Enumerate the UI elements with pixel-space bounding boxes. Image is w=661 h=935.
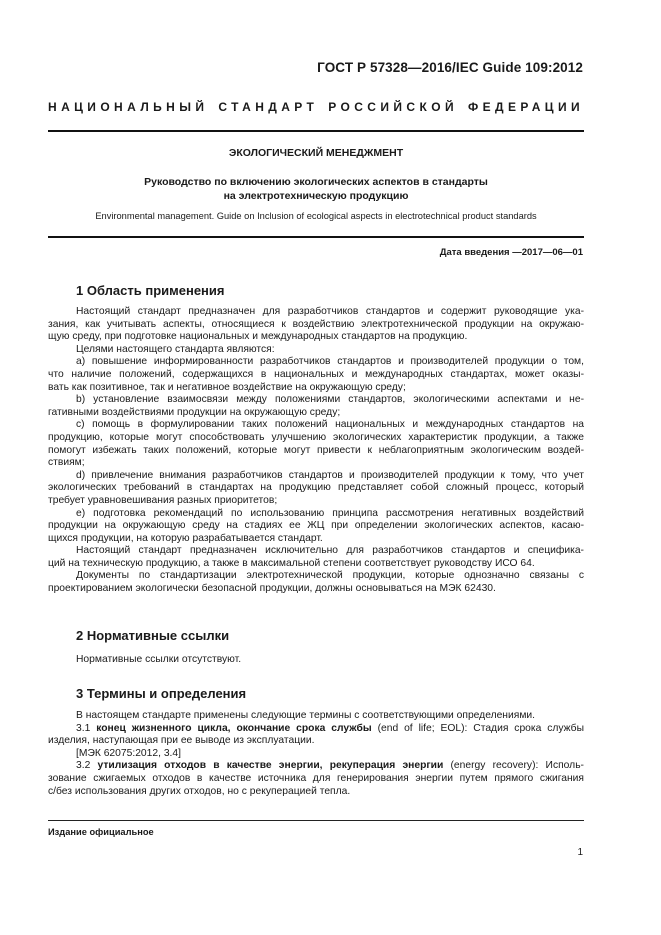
text-line: помогут избежать таких положений, которые могут привести к неблагоприятным экологическим воздей-: [48, 444, 584, 456]
text-line: Нормативные ссылки отсутствуют.: [76, 654, 242, 665]
text-line: зование сжигаемых отходов в качестве источника для генерирования энергии путем прямого сжигания: [48, 772, 584, 784]
header-divider: [48, 130, 584, 132]
text-line: В настоящем стандарте применены следующие термины с соответствующими определениями.: [76, 710, 536, 721]
text-line: щихся продукции, на которую разрабатывается стандарт.: [48, 532, 323, 544]
document-code: ГОСТ Р 57328—2016/IEC Guide 109:2012: [317, 60, 583, 75]
term-3-1-line-1: [48, 723, 584, 736]
section-1-heading: 1 Область применения: [76, 283, 225, 298]
text-line: b) установление взаимосвязи между положениями стандартов, экологическими аспектами и не-: [76, 394, 584, 406]
footer-divider: [48, 820, 584, 821]
text-line: зания, как учитывать аспекты, относящиеся к воздействию электротехнической продукции на окружаю-: [48, 318, 584, 330]
text-line: продукции на окружающую среду на стадиях ее ЖЦ при определении экологических аспектов, касаю-: [48, 520, 584, 532]
document-subtitle: [48, 175, 584, 203]
term-number: 3.1: [76, 722, 97, 734]
text-line: Целями настоящего стандарта являются:: [76, 343, 275, 355]
text-line: что наличие положений, содержащихся в национальных и международных стандартах, может оказы-: [48, 368, 584, 380]
text-line: изделия, наступающая при ее выводе из эксплуатации.: [48, 735, 315, 747]
section-1-body: [48, 306, 584, 596]
section-3-heading: 3 Термины и определения: [76, 686, 247, 701]
edition-label: Издание официальное: [48, 827, 154, 837]
term-definition-start: (end of life; EOL): Стадия срока службы: [371, 722, 584, 734]
text-line: е) подготовка рекомендаций по использованию принципа рассмотрения негативных воздействий: [76, 507, 584, 519]
term-name: конец жизненного цикла, окончание срока службы: [96, 722, 372, 734]
text-line: проектированием экологически безопасной продукции, должны основываться на МЭК 62430.: [48, 583, 496, 595]
text-line: экологических требований в стандартах на продукцию представляет собой сложный процесс, который: [48, 482, 584, 494]
term-definition-start: (energy recovery): Исполь-: [443, 760, 584, 772]
subtitle-line-2: на электротехническую продукцию: [223, 190, 409, 202]
text-line: а) повышение информированности разработчиков стандартов и производителей продукции о том,: [76, 356, 584, 368]
title-divider: [48, 236, 584, 238]
term-reference: [МЭК 62075:2012, 3.4]: [76, 747, 181, 759]
text-line: с) помощь в формулировании таких положений национальных и международных стандартов на: [76, 419, 584, 431]
text-line: требует уравновешивания разных приоритетов;: [48, 494, 278, 506]
page-number: 1: [577, 847, 583, 858]
national-standard-banner: НАЦИОНАЛЬНЫЙ СТАНДАРТ РОССИЙСКОЙ ФЕДЕРАЦИИ: [48, 100, 584, 114]
introduction-date: Дата введения —2017—06—01: [439, 247, 583, 258]
text-line: d) привлечение внимания разработчиков стандартов и производителей продукции к тому, что учет: [76, 469, 584, 481]
text-line: вать как позитивное, так и негативное воздействие на окружающую среду;: [48, 381, 406, 393]
text-line: щую среду, при подготовке национальных и международных стандартов на продукцию.: [48, 331, 468, 343]
text-line: Настоящий стандарт предназначен исключительно для разработчиков стандартов и специфика-: [76, 545, 584, 557]
section-2-body: [48, 654, 584, 667]
text-line: ций на техническую продукцию, а также в максимальной степени соответствует руководству ИСО 64.: [48, 557, 535, 569]
section-2-heading: 2 Нормативные ссылки: [76, 628, 230, 643]
english-title: Environmental management. Guide on Inclusion of ecological aspects in electrotechnical product standards: [95, 211, 537, 221]
section-3-body: [48, 710, 584, 798]
subtitle-line-1: Руководство по включению экологических аспектов в стандарты: [144, 176, 488, 188]
text-line: продукцию, которые могут способствовать улучшению экологических характеристик продукции, а также: [48, 431, 584, 443]
text-line: Настоящий стандарт предназначен для разработчиков стандартов и содержит руководящие ука-: [76, 306, 584, 317]
document-title: ЭКОЛОГИЧЕСКИЙ МЕНЕДЖМЕНТ: [228, 147, 404, 159]
text-line: ствиям;: [48, 457, 85, 469]
text-line: с/без использования других отходов, но с рекуперацией тепла.: [48, 785, 351, 797]
term-number: 3.2: [76, 760, 98, 772]
term-name: утилизация отходов в качестве энергии, рекуперация энергии: [97, 760, 444, 772]
text-line: Документы по стандартизации электротехнической продукции, которые однозначно связаны с: [76, 570, 584, 582]
term-3-2-line-1: [48, 760, 584, 773]
text-line: гативными воздействиями продукции на окружающую среду;: [48, 406, 341, 418]
